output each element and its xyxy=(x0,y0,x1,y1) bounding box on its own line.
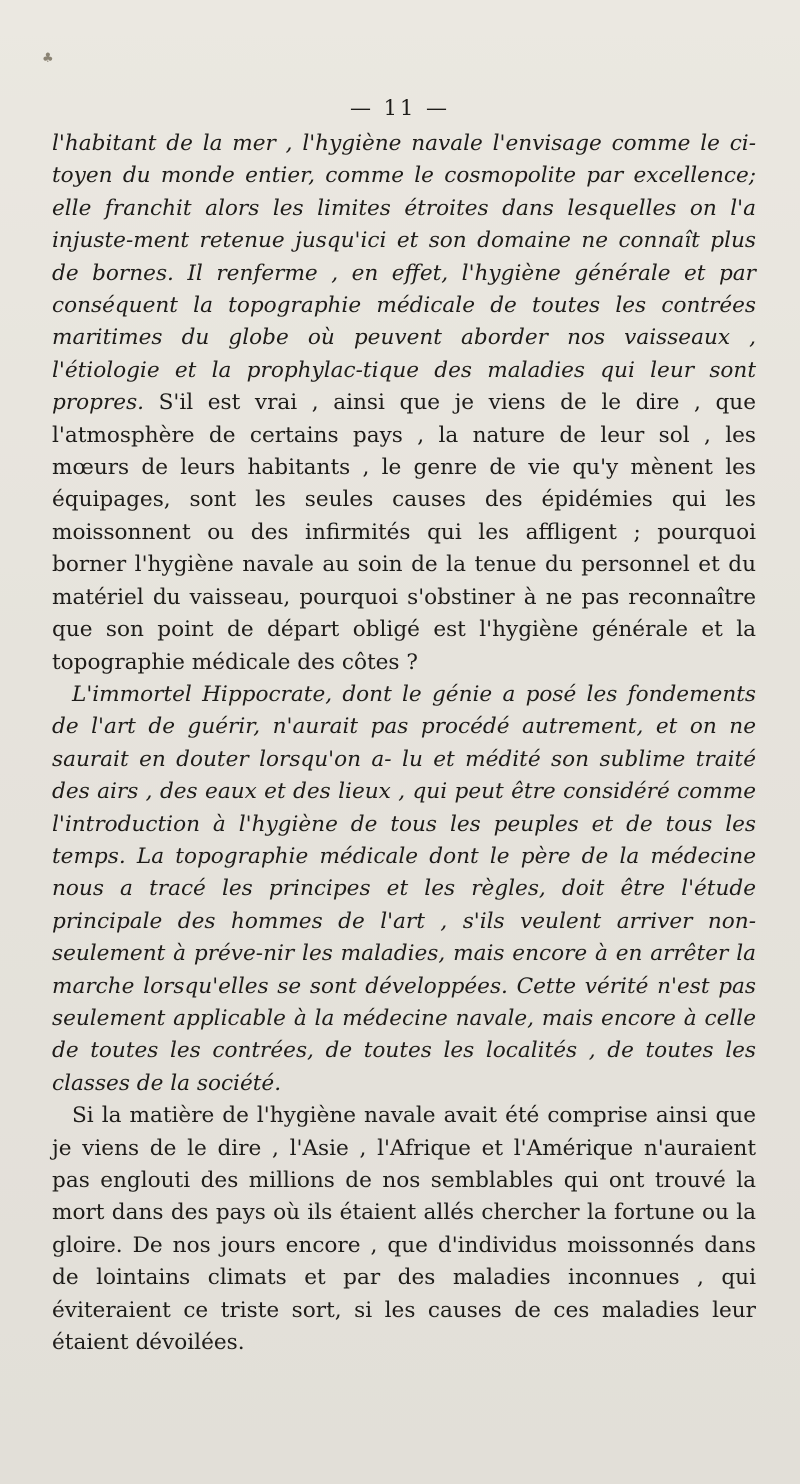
stamp-mark: ♣ xyxy=(42,51,54,66)
paragraph-1-italic: l'habitant de la mer , l'hygiène navale l'envisage comme le ci-toyen du monde entier, comme le cosmopolite par excellence; elle franchit alors les limites étroites dans lesquelles on l'a injuste-ment retenue jusqu'ici et son domaine ne connaît plus de bornes. Il renferme , en effet, l'hygiène générale et par conséquent la topographie médicale de toutes les contrées maritimes du globe où peuvent aborder nos vaisseaux , l'étiologie et la prophylac-tique des maladies qui leur sont propres. xyxy=(52,131,756,416)
paragraph-2 xyxy=(52,679,756,1100)
paragraph-2-italic: L'immortel Hippocrate, dont le génie a posé les fondements de l'art de guérir, n'aurait pas procédé autrement, et on ne saurait en douter lorsqu'on a- lu et médité son sublime traité des airs , des eaux et des lieux , qui peut être considéré comme l'introduction à l'hygiène de tous les peuples et de tous les temps. La topographie médicale dont le père de la médecine nous a tracé les principes et les règles, doit être l'étude principale des hommes de l'art , s'ils veulent arriver non-seulement à préve-nir les maladies, mais encore à en arrêter la marche lorsqu'elles se sont développées. Cette vérité n'est pas seulement applicable à la médecine navale, mais encore à celle de toutes les contrées, de toutes les localités , de toutes les classes de la société. xyxy=(52,681,756,1096)
paragraph-1-roman: S'il est vrai , ainsi que je viens de le dire , que l'atmosphère de certains pays , la nature de leur sol , les mœurs de leurs habitants , le genre de vie qu'y mènent les équipages, sont les seules causes des épidémies qui les moissonnent ou des infirmités qui les affligent ; pourquoi borner l'hygiène navale au soin de la tenue du personnel et du matériel du vaisseau, pourquoi s'obstiner à ne pas reconnaître que son point de départ obligé est l'hygiène générale et la topographie médicale des côtes ? xyxy=(52,390,756,675)
paragraph-3 xyxy=(52,1100,756,1359)
body-text xyxy=(52,128,756,1359)
paragraph-1 xyxy=(52,128,756,679)
paragraph-3-roman: Si la matière de l'hygiène navale avait été comprise ainsi que je viens de le dire , l'Asie , l'Afrique et l'Amérique n'auraient pas englouti des millions de nos semblables qui ont trouvé la mort dans des pays où ils étaient allés chercher la fortune ou la gloire. De nos jours encore , que d'individus moissonnés dans de lointains climats et par des maladies inconnues , qui éviteraient ce triste sort, si les causes de ces maladies leur étaient dévoilées. xyxy=(52,1103,756,1356)
page-number: — 11 — xyxy=(349,96,451,120)
